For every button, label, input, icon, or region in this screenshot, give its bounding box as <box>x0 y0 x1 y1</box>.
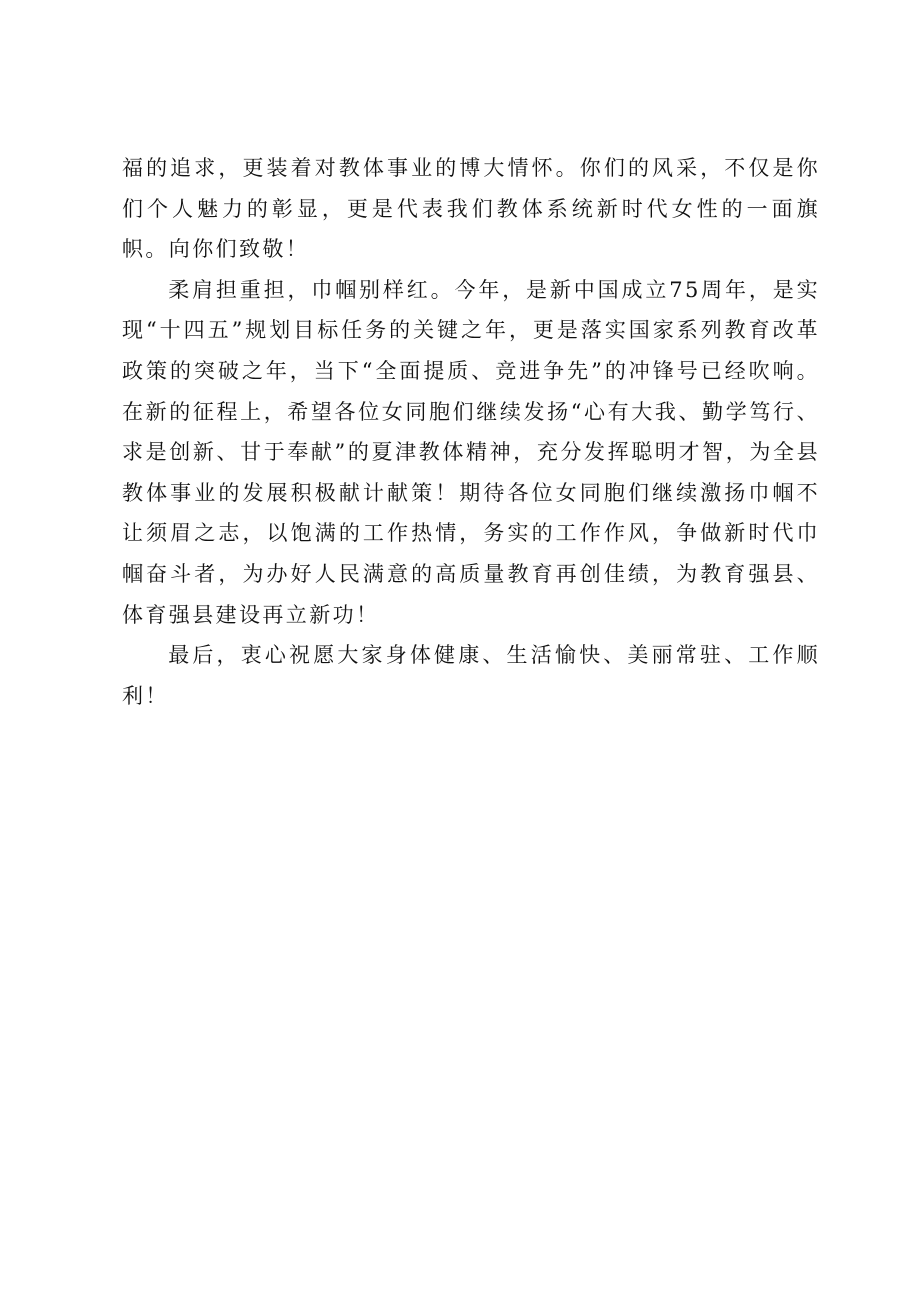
paragraph-continuation: 福的追求，更装着对教体事业的博大情怀。你们的风采，不仅是你们个人魅力的彰显，更是代表我们教体系统新时代女性的一面旗帜。向你们致敬！ <box>122 156 820 262</box>
paragraph-main: 柔肩担重担，巾帼别样红。今年，是新中国成立75周年，是实现“十四五”规划目标任务的关键之年，更是落实国家系列教育改革政策的突破之年，当下“全面提质、竞进争先”的冲锋号已经吹响。在新的征程上，希望各位女同胞们继续发扬“心有大我、勤学笃行、求是创新、甘于奉献”的夏津教体精神，充分发挥聪明才智，为全县教体事业的发展积极献计献策！期待各位女同胞们继续激扬巾帼不让须眉之志，以饱满的工作热情，务实的工作作风，争做新时代巾帼奋斗者，为办好人民满意的高质量教育再创佳绩，为教育强县、体育强县建设再立新功！ <box>122 277 820 627</box>
paragraph-closing: 最后，衷心祝愿大家身体健康、生活愉快、美丽常驻、工作顺利！ <box>122 643 820 708</box>
document-body <box>122 148 820 716</box>
